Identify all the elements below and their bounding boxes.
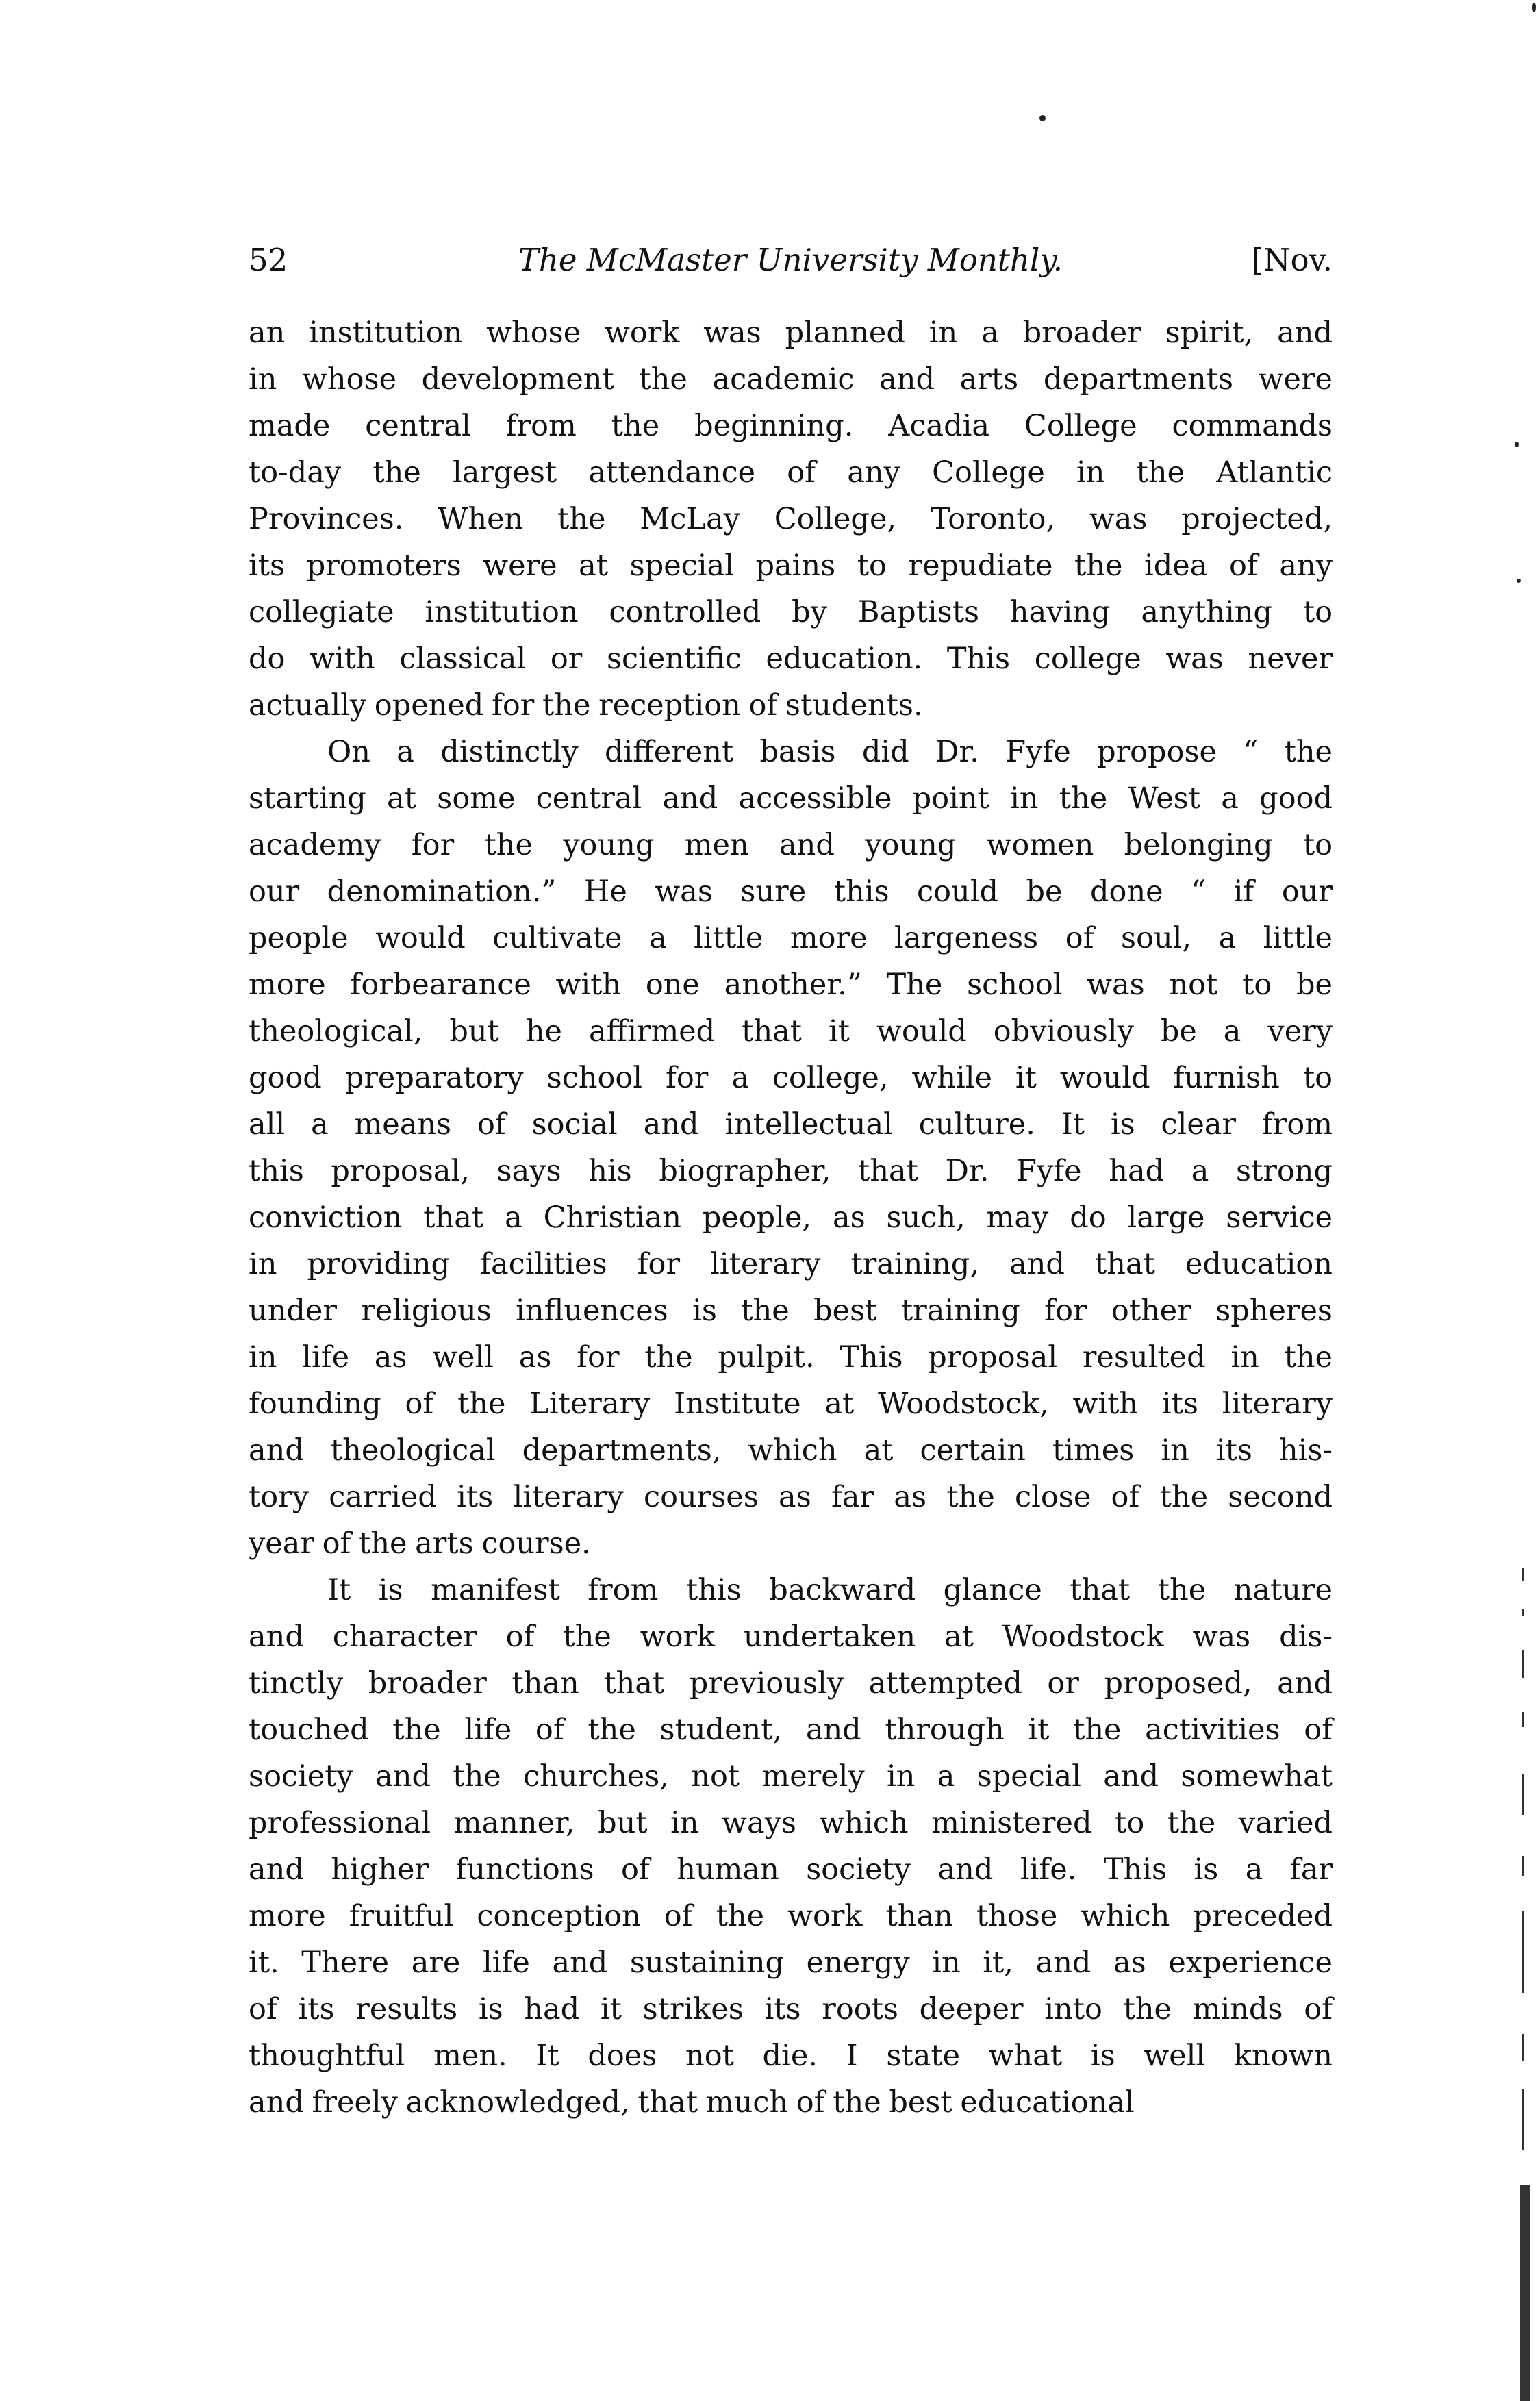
text-line: On a distinctly different basis did Dr. Fyfe propose “ the xyxy=(327,735,1333,769)
text-line: collegiate institution controlled by Baptists having anything to xyxy=(249,595,1333,629)
text-line: an institution whose work was planned in a broader spirit, and xyxy=(249,316,1333,350)
text-line: year of the arts course. xyxy=(249,1526,591,1561)
text-line: under religious influences is the best training for other spheres xyxy=(249,1294,1333,1328)
text-line: touched the life of the student, and through it the activities of xyxy=(249,1713,1333,1747)
text-line: and theological departments, which at certain times in its his- xyxy=(249,1433,1333,1468)
text-line: and freely acknowledged, that much of the best educational xyxy=(249,2085,1135,2120)
text-line: more fruitful conception of the work than those which preceded xyxy=(249,1899,1333,1933)
scan-speck xyxy=(1515,442,1519,447)
text-line: people would cultivate a little more largeness of soul, a little xyxy=(249,921,1333,955)
text-line: founding of the Literary Institute at Woodstock, with its literary xyxy=(249,1387,1333,1421)
text-line: it. There are life and sustaining energy in it, and as experience xyxy=(249,1946,1333,1980)
text-line: all a means of social and intellectual culture. It is clear from xyxy=(249,1107,1333,1142)
text-line: made central from the beginning. Acadia College commands xyxy=(249,409,1333,443)
text-line: our denomination.” He was sure this could be done “ if our xyxy=(249,875,1333,909)
issue-month: [Nov. xyxy=(1251,242,1333,278)
text-line: in whose development the academic and arts departments were xyxy=(249,362,1333,397)
text-line: tinctly broader than that previously attempted or proposed, and xyxy=(249,1666,1333,1700)
text-line: of its results is had it strikes its roots deeper into the minds of xyxy=(249,1992,1333,2026)
text-line: this proposal, says his biographer, that Dr. Fyfe had a strong xyxy=(249,1154,1333,1188)
text-line: in providing facilities for literary training, and that education xyxy=(249,1247,1333,1281)
text-line: society and the churches, not merely in a special and somewhat xyxy=(249,1759,1333,1794)
text-line: its promoters were at special pains to repudiate the idea of any xyxy=(249,549,1333,583)
text-line: good preparatory school for a college, while it would furnish to xyxy=(249,1061,1333,1095)
text-line: conviction that a Christian people, as such, may do large service xyxy=(249,1200,1333,1235)
text-line: Provinces. When the McLay College, Toronto, was projected, xyxy=(249,502,1333,536)
text-line: It is manifest from this backward glance that the nature xyxy=(327,1573,1333,1607)
text-line: academy for the young men and young women belonging to xyxy=(249,828,1333,862)
scan-speck xyxy=(1532,3,1536,12)
page-number: 52 xyxy=(249,242,288,278)
text-line: thoughtful men. It does not die. I state what is well known xyxy=(249,2039,1333,2073)
scan-speck xyxy=(1517,579,1521,583)
text-line: and character of the work undertaken at Woodstock was dis- xyxy=(249,1620,1333,1654)
text-line: do with classical or scientific education. This college was never xyxy=(249,642,1333,676)
text-line: theological, but he affirmed that it would obviously be a very xyxy=(249,1014,1333,1048)
text-line: to-day the largest attendance of any College in the Atlantic xyxy=(249,455,1333,490)
text-line: actually opened for the reception of students. xyxy=(249,688,923,722)
text-line: in life as well as for the pulpit. This proposal resulted in the xyxy=(249,1340,1333,1374)
journal-title: The McMaster University Monthly. xyxy=(518,242,1063,278)
text-line: more forbearance with one another.” The school was not to be xyxy=(249,968,1333,1002)
text-line: tory carried its literary courses as far as the close of the second xyxy=(249,1480,1333,1514)
text-line: starting at some central and accessible point in the West a good xyxy=(249,781,1333,816)
scan-speck xyxy=(1039,115,1046,121)
text-line: and higher functions of human society and life. This is a far xyxy=(249,1852,1333,1887)
text-line: professional manner, but in ways which ministered to the varied xyxy=(249,1806,1333,1840)
body-text xyxy=(249,310,1333,2126)
running-header xyxy=(249,236,1333,284)
scan-edge-noise xyxy=(1517,1568,1535,2401)
